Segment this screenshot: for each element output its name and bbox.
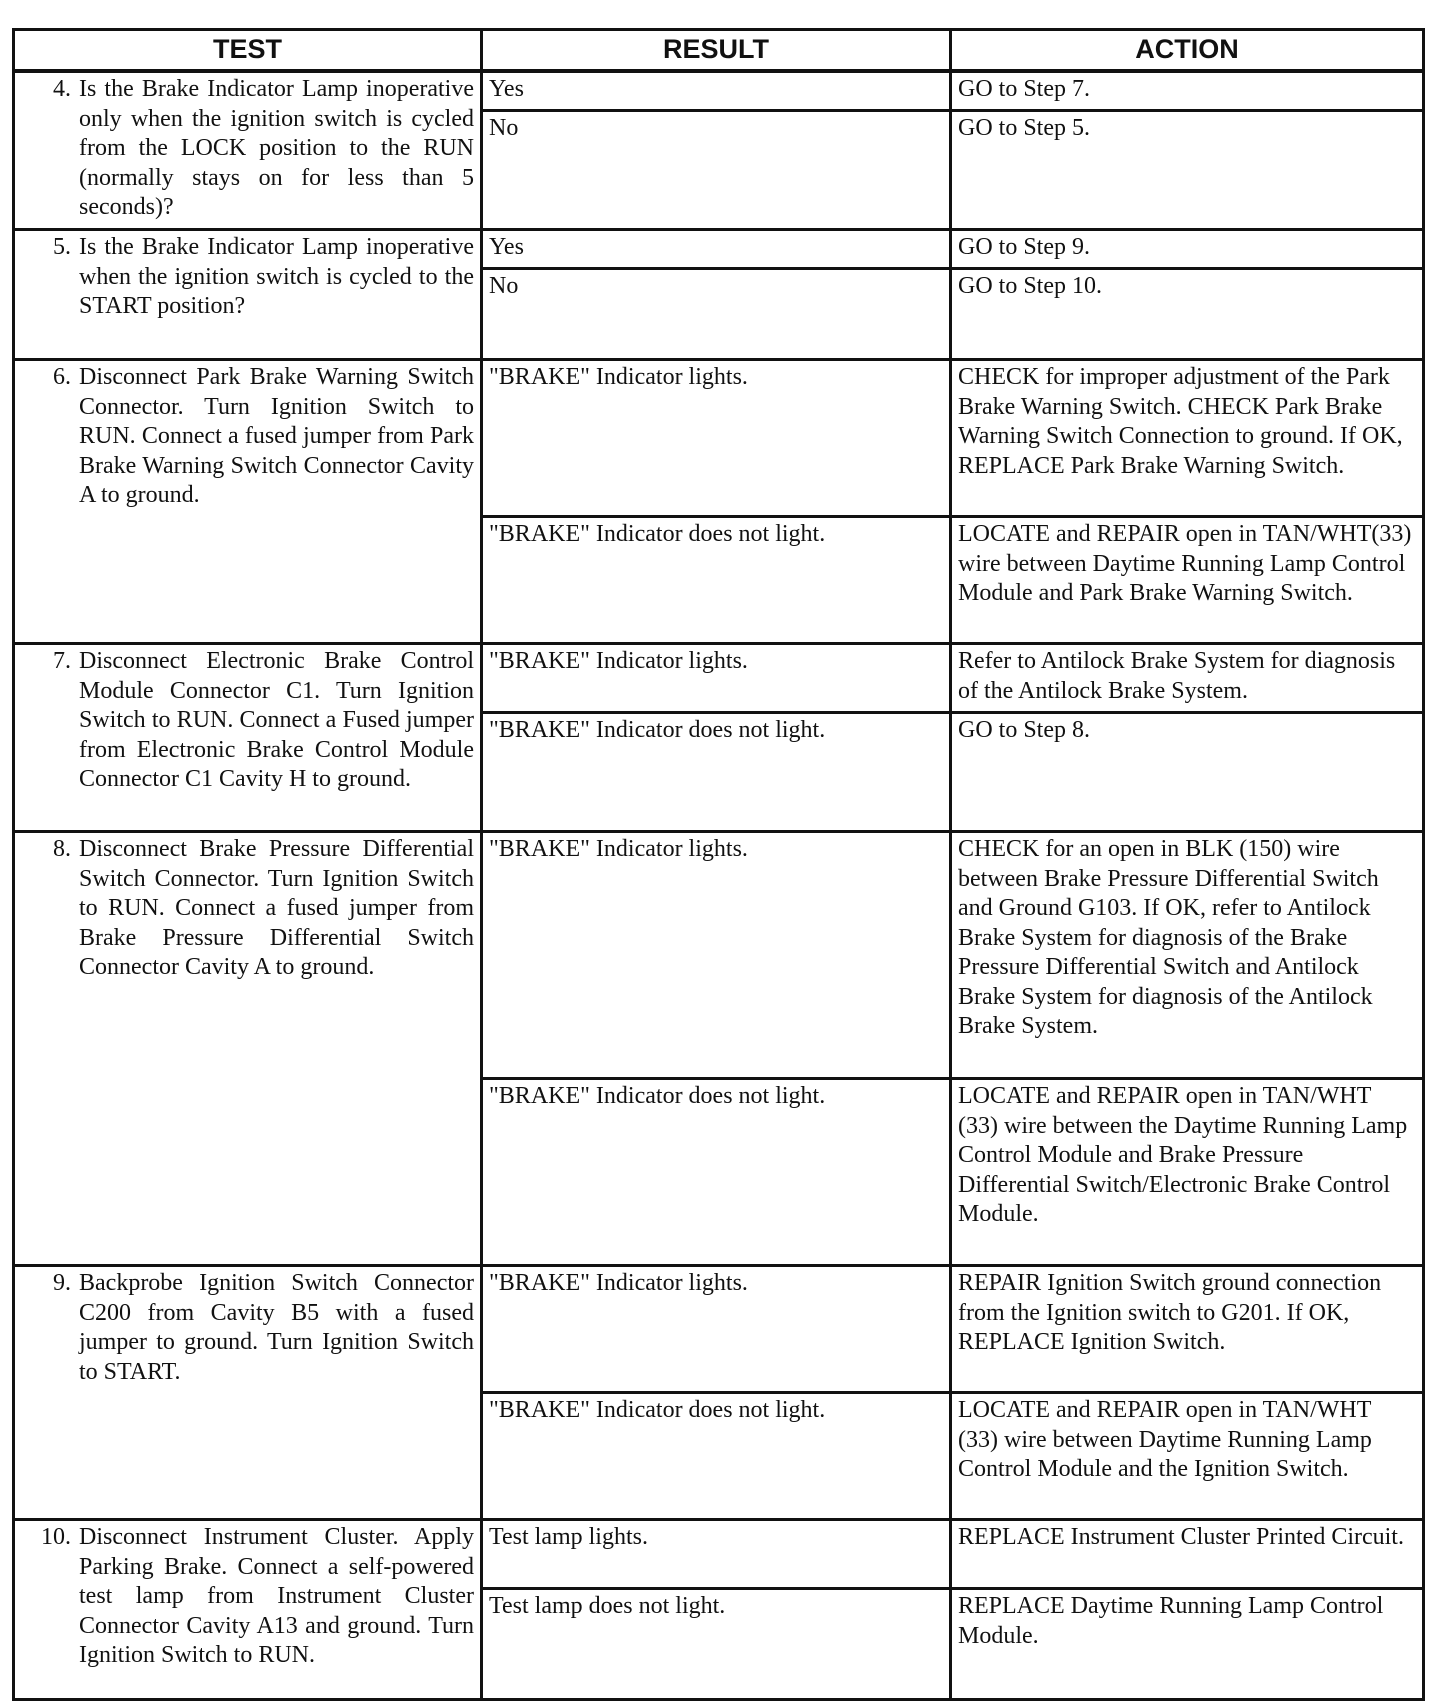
- result-cell: No: [482, 111, 951, 230]
- step-number: 10.: [41, 1524, 71, 1550]
- test-text: Disconnect Brake Pressure Differential Switch Connector. Turn Ignition Switch to RUN. Connect a fused jumper from Brake Pressure Differential Switch Connector Cavity A to ground.: [79, 836, 474, 980]
- result-cell: "BRAKE" Indicator does not light.: [482, 517, 951, 644]
- step-number: 5.: [53, 234, 71, 260]
- action-cell: REPLACE Daytime Running Lamp Control Module.: [951, 1589, 1424, 1700]
- result-cell: "BRAKE" Indicator does not light.: [482, 1079, 951, 1266]
- action-cell: GO to Step 5.: [951, 111, 1424, 230]
- header-row: [14, 30, 1424, 72]
- result-cell: Test lamp lights.: [482, 1520, 951, 1589]
- test-text: Disconnect Instrument Cluster. Apply Parking Brake. Connect a self-powered test lamp from Instrument Cluster Connector Cavity A13 and ground. Turn Ignition Switch to RUN.: [79, 1524, 474, 1668]
- test-cell: [14, 360, 482, 644]
- result-cell: Test lamp does not light.: [482, 1589, 951, 1700]
- step-number: 7.: [53, 648, 71, 674]
- table-row: [14, 360, 1424, 517]
- test-text: Backprobe Ignition Switch Connector C200 from Cavity B5 with a fused jumper to ground. Turn Ignition Switch to START.: [79, 1270, 474, 1385]
- result-cell: "BRAKE" Indicator lights.: [482, 360, 951, 517]
- test-column-header: TEST: [14, 30, 482, 72]
- test-cell: [14, 1266, 482, 1520]
- test-text: Is the Brake Indicator Lamp inoperative only when the ignition switch is cycled from the LOCK position to the RUN (normally stays on for less than 5 seconds)?: [79, 76, 474, 220]
- action-cell: REPLACE Instrument Cluster Printed Circuit.: [951, 1520, 1424, 1589]
- table-row: [14, 71, 1424, 111]
- test-cell: [14, 71, 482, 230]
- test-text: Disconnect Park Brake Warning Switch Connector. Turn Ignition Switch to RUN. Connect a fused jumper from Park Brake Warning Switch Connector Cavity A to ground.: [79, 364, 474, 508]
- test-text: Disconnect Electronic Brake Control Module Connector C1. Turn Ignition Switch to RUN. Connect a Fused jumper from Electronic Brake Control Module Connector C1 Cavity H to ground.: [79, 648, 474, 792]
- result-cell: No: [482, 269, 951, 360]
- action-cell: LOCATE and REPAIR open in TAN/WHT(33) wire between Daytime Running Lamp Control Module and Park Brake Warning Switch.: [951, 517, 1424, 644]
- action-cell: REPAIR Ignition Switch ground connection from the Ignition switch to G201. If OK, REPLACE Ignition Switch.: [951, 1266, 1424, 1393]
- result-column-header: RESULT: [482, 30, 951, 72]
- action-cell: CHECK for improper adjustment of the Park Brake Warning Switch. CHECK Park Brake Warning Switch Connection to ground. If OK, REPLACE Park Brake Warning Switch.: [951, 360, 1424, 517]
- action-cell: GO to Step 9.: [951, 230, 1424, 269]
- action-cell: CHECK for an open in BLK (150) wire between Brake Pressure Differential Switch and Ground G103. If OK, refer to Antilock Brake System for diagnosis of the Brake Pressure Differential Switch and Antilock Brake System for diagnosis of the Antilock Brake System.: [951, 832, 1424, 1079]
- diagnostic-table: [12, 28, 1425, 1701]
- table-row: [14, 230, 1424, 269]
- result-cell: "BRAKE" Indicator does not light.: [482, 1393, 951, 1520]
- step-number: 8.: [53, 836, 71, 862]
- test-cell: [14, 230, 482, 360]
- table-row: [14, 832, 1424, 1079]
- result-cell: Yes: [482, 230, 951, 269]
- action-column-header: ACTION: [951, 30, 1424, 72]
- step-number: 4.: [53, 76, 71, 102]
- action-cell: GO to Step 8.: [951, 713, 1424, 832]
- test-cell: [14, 644, 482, 832]
- step-number: 6.: [53, 364, 71, 390]
- action-cell: LOCATE and REPAIR open in TAN/WHT (33) wire between the Daytime Running Lamp Control Module and Brake Pressure Differential Switch/Electronic Brake Control Module.: [951, 1079, 1424, 1266]
- result-cell: "BRAKE" Indicator lights.: [482, 644, 951, 713]
- action-cell: GO to Step 10.: [951, 269, 1424, 360]
- result-cell: Yes: [482, 71, 951, 111]
- test-text: Is the Brake Indicator Lamp inoperative when the ignition switch is cycled to the START position?: [79, 234, 474, 319]
- action-cell: Refer to Antilock Brake System for diagnosis of the Antilock Brake System.: [951, 644, 1424, 713]
- step-number: 9.: [53, 1270, 71, 1296]
- result-cell: "BRAKE" Indicator lights.: [482, 1266, 951, 1393]
- test-cell: [14, 1520, 482, 1700]
- table-row: [14, 1520, 1424, 1589]
- result-cell: "BRAKE" Indicator does not light.: [482, 713, 951, 832]
- table-row: [14, 1266, 1424, 1393]
- test-cell: [14, 832, 482, 1266]
- action-cell: GO to Step 7.: [951, 71, 1424, 111]
- action-cell: LOCATE and REPAIR open in TAN/WHT (33) wire between Daytime Running Lamp Control Module and the Ignition Switch.: [951, 1393, 1424, 1520]
- result-cell: "BRAKE" Indicator lights.: [482, 832, 951, 1079]
- table-row: [14, 644, 1424, 713]
